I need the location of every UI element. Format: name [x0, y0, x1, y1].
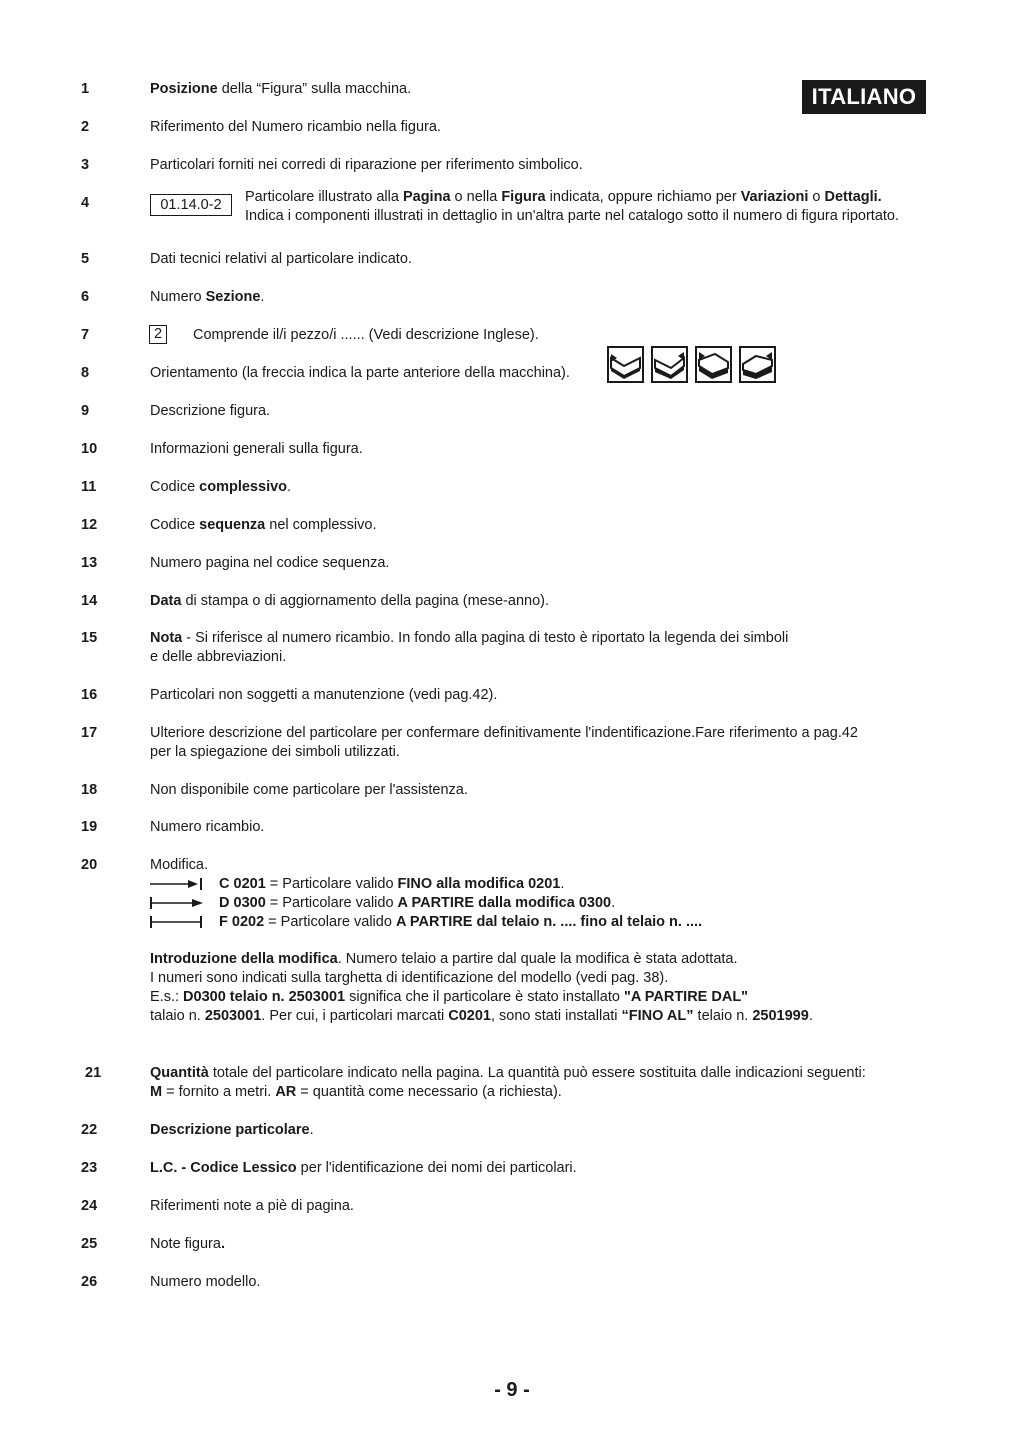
item-number: 26	[81, 1274, 98, 1290]
item-number: 11	[81, 479, 97, 495]
item-text: Posizione della “Figura” sulla macchina.	[150, 81, 412, 97]
page-number: - 9 -	[494, 1379, 530, 1401]
quantity-box: 2	[149, 325, 167, 344]
item-text: Nota - Si riferisce al numero ricambio. In fondo alla pagina di testo è riportato la legenda dei simboli e delle abbreviazioni.	[150, 630, 789, 665]
item-number: 12	[81, 517, 98, 533]
item-text: Modifica.	[150, 857, 209, 873]
item-text: Data di stampa o di aggiornamento della pagina (mese-anno).	[150, 593, 549, 609]
item-number: 15	[81, 630, 98, 646]
modification-f-line: F 0202 = Particolare valido A PARTIRE dal telaio n. .... fino al telaio n. ....	[219, 914, 703, 930]
item-number: 19	[81, 819, 98, 835]
language-badge: ITALIANO	[802, 80, 926, 114]
modification-c-line: C 0201 = Particolare valido FINO alla modifica 0201.	[219, 876, 565, 892]
item-text: Codice complessivo.	[150, 479, 292, 495]
item-text: Dati tecnici relativi al particolare indicato.	[150, 251, 412, 267]
item-number: 1	[81, 81, 90, 97]
orientation-icons	[607, 346, 776, 383]
item-text: Codice sequenza nel complessivo.	[150, 517, 377, 533]
item-number: 9	[81, 403, 90, 419]
item-text: Numero ricambio.	[150, 819, 265, 835]
range-bar-icon	[150, 916, 204, 928]
modification-intro: Introduzione della modifica. Numero telaio a partire dal quale la modifica è stata adottata. I numeri sono indicati sulla targhetta di identificazione del modello (vedi pag. 38). E.s.: D0300 telaio n. 2503001 significa che il particolare è stato installato "A PARTIRE DAL" talaio n. 2503001. Per cui, i particolari marcati C0201, sono stati installati “FINO AL” telaio n. 2501999.	[150, 951, 813, 1024]
item-text: Particolari non soggetti a manutenzione (vedi pag.42).	[150, 687, 498, 703]
modification-d-line: D 0300 = Particolare valido A PARTIRE dalla modifica 0300.	[219, 895, 616, 911]
orientation-rear-right-icon	[739, 346, 776, 383]
item-text: Descrizione particolare.	[150, 1122, 314, 1138]
item-number: 22	[81, 1122, 98, 1138]
item-number: 13	[81, 555, 98, 571]
item-text: Note figura.	[150, 1236, 225, 1252]
item-text: Numero pagina nel codice sequenza.	[150, 555, 390, 571]
item-text: Riferimenti note a piè di pagina.	[150, 1198, 354, 1214]
item-text: Orientamento (la freccia indica la parte anteriore della macchina).	[150, 365, 570, 381]
item-text: Particolari forniti nei corredi di riparazione per riferimento simbolico.	[150, 157, 583, 173]
item-text: Descrizione figura.	[150, 403, 271, 419]
item-number: 6	[81, 289, 90, 305]
item-number: 16	[81, 687, 98, 703]
item-number: 23	[81, 1160, 98, 1176]
item-number: 5	[81, 251, 90, 267]
item-text: Numero modello.	[150, 1274, 261, 1290]
item-text: Comprende il/i pezzo/i ...... (Vedi descrizione Inglese).	[193, 327, 539, 343]
item-number: 25	[81, 1236, 98, 1252]
item-number: 17	[81, 725, 98, 741]
item-text: Particolare illustrato alla Pagina o nella Figura indicata, oppure richiamo per Variazioni o Dettagli. Indica i componenti illustrati in dettaglio in un'altra parte nel catalogo sotto il numero di figura riportato.	[245, 189, 900, 224]
item-number: 18	[81, 782, 98, 798]
figure-reference-box: 01.14.0-2	[150, 194, 232, 216]
item-number: 3	[81, 157, 90, 173]
orientation-rear-left-icon	[695, 346, 732, 383]
item-text: Quantità totale del particolare indicato nella pagina. La quantità può essere sostituita dalle indicazioni seguenti: M = fornito a metri. AR = quantità come necessario (a richiesta).	[150, 1065, 866, 1100]
item-number: 21	[85, 1065, 102, 1081]
arrow-until-icon	[150, 878, 204, 890]
item-number: 2	[81, 119, 90, 135]
item-number: 7	[81, 327, 90, 343]
item-text: Non disponibile come particolare per l'assistenza.	[150, 782, 468, 798]
arrow-from-icon	[150, 897, 204, 909]
item-number: 4	[81, 195, 90, 211]
item-text: Riferimento del Numero ricambio nella figura.	[150, 119, 441, 135]
item-text: L.C. - Codice Lessico per l'identificazione dei nomi dei particolari.	[150, 1160, 577, 1176]
item-text: Ulteriore descrizione del particolare per confermare definitivamente l'indentificazione.Fare riferimento a pag.42 per la spiegazione dei simboli utilizzati.	[150, 725, 858, 760]
item-number: 14	[81, 593, 98, 609]
item-text: Informazioni generali sulla figura.	[150, 441, 363, 457]
item-number: 8	[81, 365, 90, 381]
orientation-front-right-icon	[651, 346, 688, 383]
item-text: Numero Sezione.	[150, 289, 265, 305]
item-number: 24	[81, 1198, 98, 1214]
item-number: 10	[81, 441, 98, 457]
orientation-front-left-icon	[607, 346, 644, 383]
item-number: 20	[81, 857, 98, 873]
